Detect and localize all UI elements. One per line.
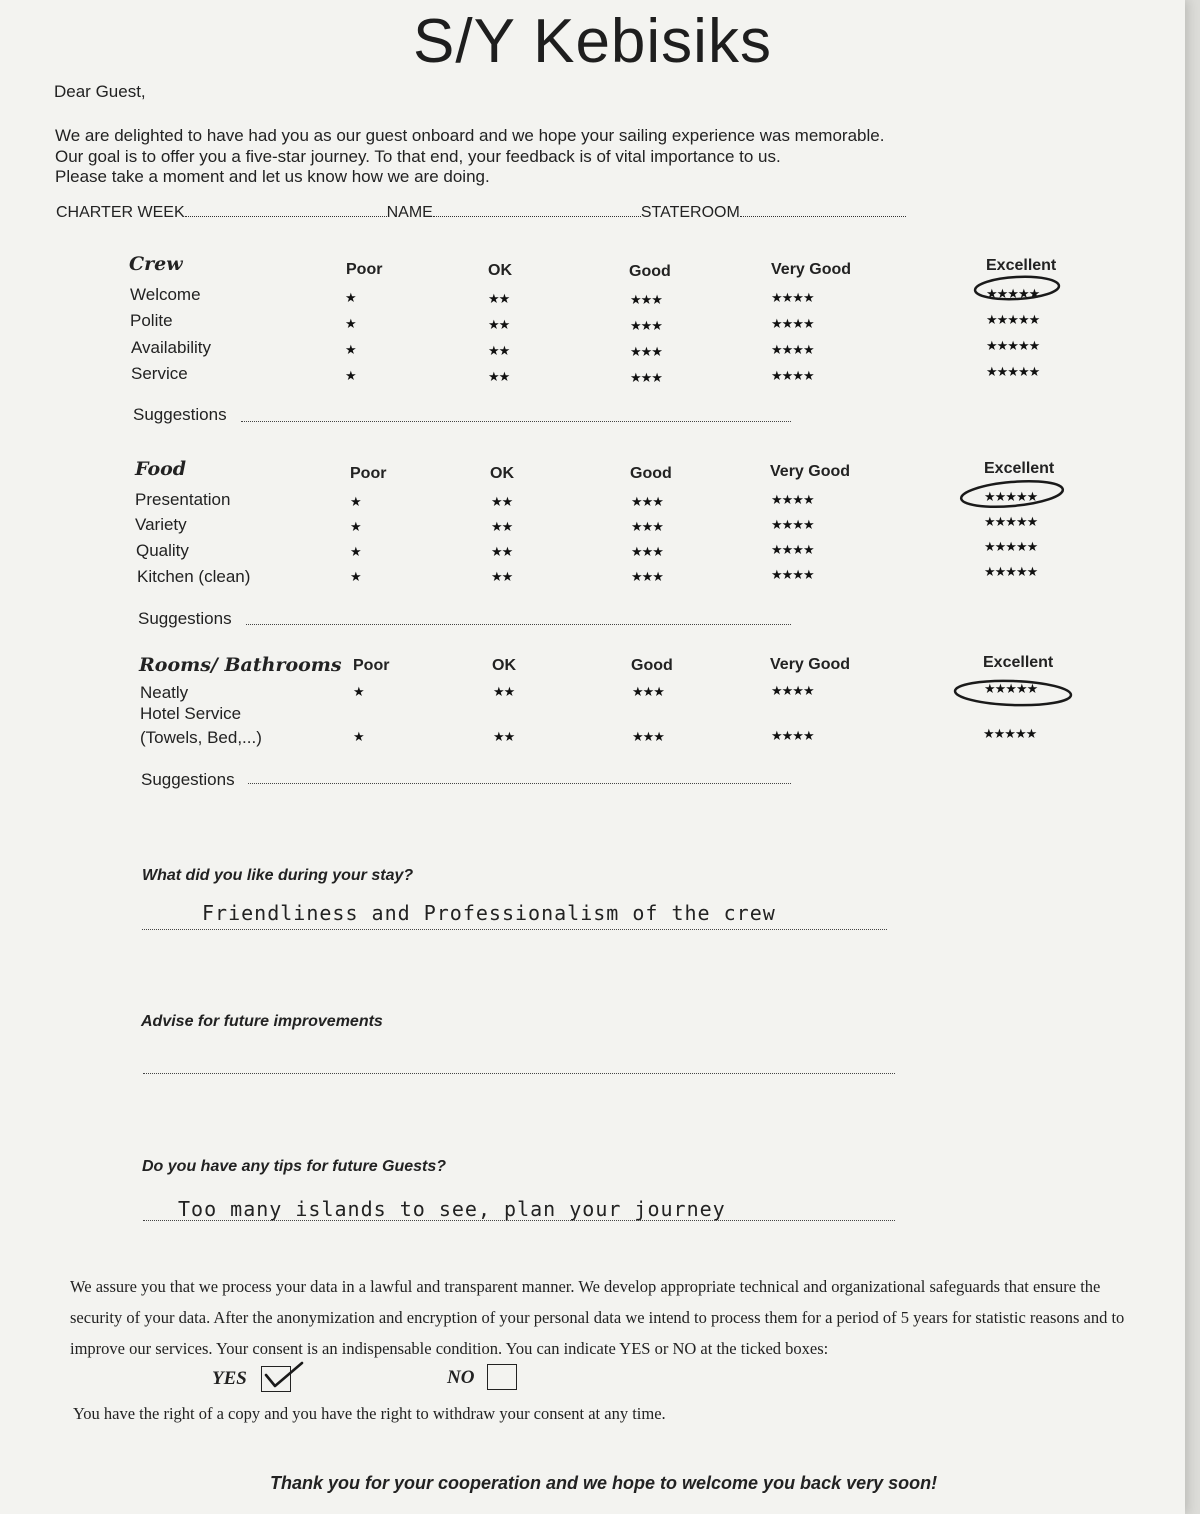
rating-3-star[interactable]: ★★★ bbox=[630, 318, 662, 333]
rating-5-star-selected[interactable]: ★★★★★ bbox=[984, 681, 1038, 696]
rating-4-star[interactable]: ★★★★ bbox=[771, 368, 814, 383]
header-ok: OK bbox=[490, 465, 514, 482]
header-good: Good bbox=[629, 263, 671, 280]
tips-answer-handwriting: Too many islands to see, plan your journey bbox=[178, 1197, 726, 1221]
rating-2-star[interactable]: ★★ bbox=[491, 544, 513, 559]
header-excellent: Excellent bbox=[983, 654, 1054, 671]
row-label: Presentation bbox=[135, 490, 231, 509]
rating-1-star[interactable]: ★ bbox=[353, 729, 364, 744]
rating-5-star[interactable]: ★★★★★ bbox=[986, 338, 1040, 353]
closing-message: Thank you for your cooperation and we hope to welcome you back very soon! bbox=[270, 1473, 938, 1493]
question-advise: Advise for future improvements bbox=[141, 1013, 383, 1030]
rating-2-star[interactable]: ★★ bbox=[493, 684, 515, 699]
name-label: NAME bbox=[386, 204, 433, 221]
header-excellent: Excellent bbox=[984, 460, 1055, 477]
liked-answer-handwriting: Friendliness and Professionalism of the crew bbox=[202, 901, 776, 925]
rating-1-star[interactable]: ★ bbox=[345, 368, 356, 383]
row-label: Hotel Service bbox=[140, 704, 242, 723]
row-label: Kitchen (clean) bbox=[137, 567, 251, 586]
question-liked: What did you like during your stay? bbox=[142, 867, 414, 884]
intro-line-1: We are delighted to have had you as our guest onboard and we hope your sailing experience was memorable. bbox=[55, 126, 885, 145]
header-poor: Poor bbox=[350, 465, 387, 482]
row-label: Quality bbox=[136, 541, 189, 560]
rating-1-star[interactable]: ★ bbox=[350, 519, 361, 534]
liked-answer-line[interactable] bbox=[142, 929, 887, 930]
header-very-good: Very Good bbox=[770, 463, 851, 480]
rating-5-star[interactable]: ★★★★★ bbox=[983, 726, 1037, 741]
header-poor: Poor bbox=[346, 261, 383, 278]
section-title-food: Food bbox=[135, 458, 187, 480]
header-good: Good bbox=[631, 657, 673, 674]
row-label: Neatly bbox=[140, 683, 189, 702]
consent-no-checkbox[interactable] bbox=[487, 1364, 517, 1390]
section-title-crew: Crew bbox=[129, 253, 183, 275]
section-title-rooms: Rooms/ Bathrooms bbox=[139, 654, 342, 676]
advise-answer-line[interactable] bbox=[143, 1073, 895, 1074]
stateroom-label: STATEROOM bbox=[640, 204, 740, 221]
rating-2-star[interactable]: ★★ bbox=[491, 494, 513, 509]
rating-3-star[interactable]: ★★★ bbox=[631, 519, 663, 534]
row-label: Polite bbox=[130, 311, 173, 330]
row-label: Availability bbox=[131, 338, 212, 357]
header-ok: OK bbox=[492, 657, 516, 674]
rating-4-star[interactable]: ★★★★ bbox=[771, 492, 814, 507]
rating-1-star[interactable]: ★ bbox=[350, 544, 361, 559]
row-label: Welcome bbox=[130, 285, 201, 304]
check-mark-icon bbox=[260, 1359, 308, 1391]
rights-notice: You have the right of a copy and you have the right to withdraw your consent at any time. bbox=[73, 1404, 666, 1423]
rating-3-star[interactable]: ★★★ bbox=[631, 494, 663, 509]
rating-5-star[interactable]: ★★★★★ bbox=[986, 312, 1040, 327]
rating-3-star[interactable]: ★★★ bbox=[631, 544, 663, 559]
rating-2-star[interactable]: ★★ bbox=[488, 369, 510, 384]
intro-line-3: Please take a moment and let us know how we are doing. bbox=[55, 167, 490, 186]
rating-1-star[interactable]: ★ bbox=[353, 684, 364, 699]
rating-4-star[interactable]: ★★★★ bbox=[771, 542, 814, 557]
rating-5-star-selected[interactable]: ★★★★★ bbox=[984, 489, 1038, 504]
rating-4-star[interactable]: ★★★★ bbox=[771, 683, 814, 698]
row-label: Variety bbox=[135, 515, 187, 534]
header-poor: Poor bbox=[353, 657, 390, 674]
header-very-good: Very Good bbox=[770, 656, 851, 673]
header-good: Good bbox=[630, 465, 672, 482]
rating-1-star[interactable]: ★ bbox=[345, 316, 356, 331]
rooms-suggestions-label: Suggestions bbox=[141, 770, 235, 789]
rating-1-star[interactable]: ★ bbox=[350, 569, 361, 584]
circle-crew-welcome bbox=[974, 275, 1059, 301]
circle-food-presentation bbox=[960, 478, 1064, 511]
rating-3-star[interactable]: ★★★ bbox=[632, 684, 664, 699]
rating-3-star[interactable]: ★★★ bbox=[630, 370, 662, 385]
rating-5-star[interactable]: ★★★★★ bbox=[984, 514, 1038, 529]
data-protection-notice: We assure you that we process your data in a lawful and transparent manner. We develop appropriate technical and organizational safeguards that ensure the security of your data. After the anonymization and encryption of your personal data we intend to process them for a period of 5 years for statistic reasons and to improve our services. Your consent is an indispensable condition. You can indicate YES or NO at the ticked boxes: bbox=[70, 1277, 1125, 1358]
rating-1-star[interactable]: ★ bbox=[345, 342, 356, 357]
rating-5-star[interactable]: ★★★★★ bbox=[986, 364, 1040, 379]
rating-4-star[interactable]: ★★★★ bbox=[771, 316, 814, 331]
header-excellent: Excellent bbox=[986, 257, 1057, 274]
consent-yes-label: YES bbox=[212, 1368, 247, 1389]
rating-4-star[interactable]: ★★★★ bbox=[771, 342, 814, 357]
rating-5-star[interactable]: ★★★★★ bbox=[984, 539, 1038, 554]
rating-3-star[interactable]: ★★★ bbox=[631, 569, 663, 584]
rating-3-star[interactable]: ★★★ bbox=[632, 729, 664, 744]
question-tips: Do you have any tips for future Guests? bbox=[142, 1158, 447, 1175]
header-ok: OK bbox=[488, 262, 512, 279]
rating-5-star-selected[interactable]: ★★★★★ bbox=[986, 286, 1040, 301]
rating-1-star[interactable]: ★ bbox=[350, 494, 361, 509]
rating-5-star[interactable]: ★★★★★ bbox=[984, 564, 1038, 579]
rating-2-star[interactable]: ★★ bbox=[491, 569, 513, 584]
row-label: Service bbox=[131, 364, 188, 383]
rating-3-star[interactable]: ★★★ bbox=[630, 344, 662, 359]
header-very-good: Very Good bbox=[771, 261, 852, 278]
rating-1-star[interactable]: ★ bbox=[345, 290, 356, 305]
rating-2-star[interactable]: ★★ bbox=[488, 291, 510, 306]
rating-4-star[interactable]: ★★★★ bbox=[771, 567, 814, 582]
rating-2-star[interactable]: ★★ bbox=[488, 343, 510, 358]
consent-yes-checkbox[interactable] bbox=[261, 1366, 291, 1392]
rating-2-star[interactable]: ★★ bbox=[493, 729, 515, 744]
form-title: S/Y Kebisiks bbox=[413, 7, 772, 76]
consent-no-label: NO bbox=[447, 1367, 475, 1388]
rating-2-star[interactable]: ★★ bbox=[488, 317, 510, 332]
row-sublabel: (Towels, Bed,...) bbox=[140, 728, 262, 747]
rating-3-star[interactable]: ★★★ bbox=[630, 292, 662, 307]
food-suggestions-label: Suggestions bbox=[138, 609, 232, 628]
rating-2-star[interactable]: ★★ bbox=[491, 519, 513, 534]
crew-suggestions-label: Suggestions bbox=[133, 405, 227, 424]
charter-week-label: CHARTER WEEK bbox=[56, 204, 185, 221]
rating-4-star[interactable]: ★★★★ bbox=[771, 517, 814, 532]
rating-4-star[interactable]: ★★★★ bbox=[771, 290, 814, 305]
circle-rooms-neatly bbox=[955, 679, 1072, 707]
greeting: Dear Guest, bbox=[54, 82, 146, 101]
rating-4-star[interactable]: ★★★★ bbox=[771, 728, 814, 743]
intro-line-2: Our goal is to offer you a five-star journey. To that end, your feedback is of vital importance to us. bbox=[55, 147, 781, 166]
